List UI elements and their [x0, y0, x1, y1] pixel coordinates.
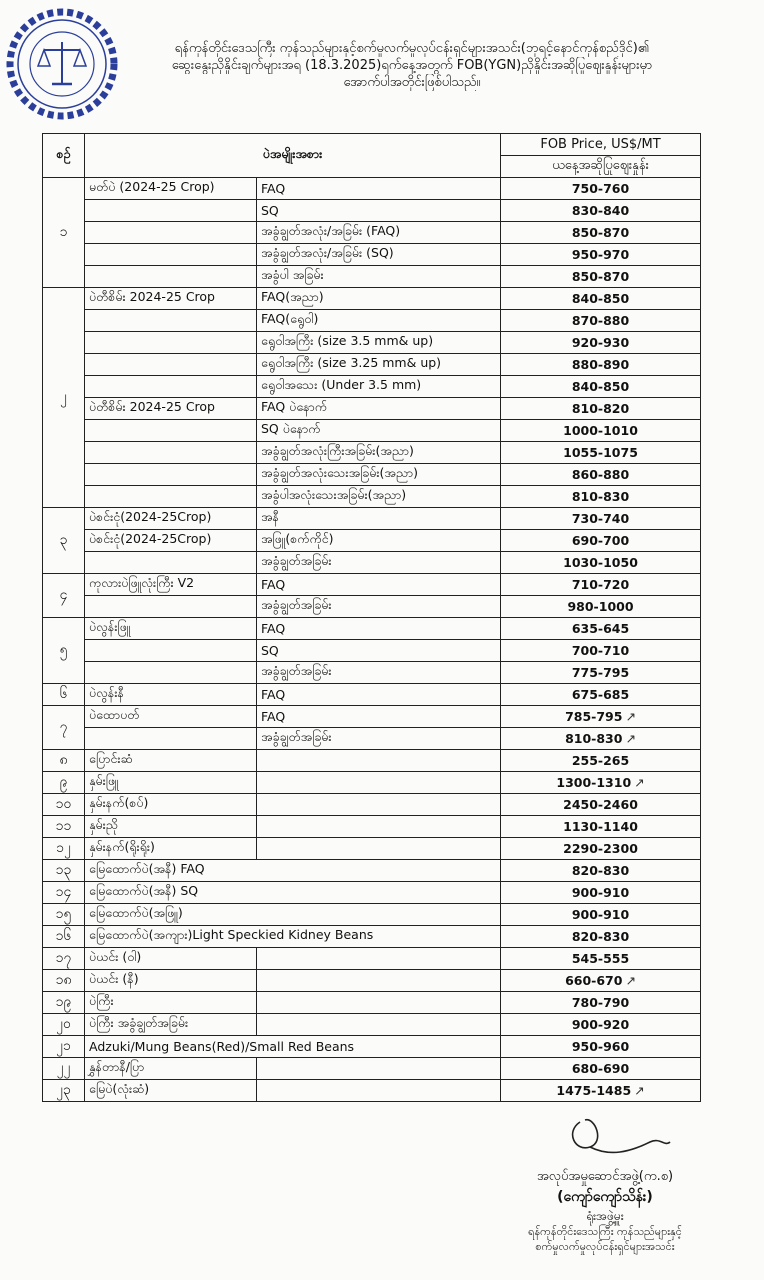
item-price [501, 244, 701, 266]
table-row [43, 552, 701, 574]
table-row [43, 750, 701, 772]
table-row [43, 442, 701, 464]
item-grade: ရွေ၀ါအကြီး (size 3.5 mm& up) [257, 332, 501, 354]
table-row [43, 310, 701, 332]
price-value: 750-760 [571, 181, 630, 196]
item-name [85, 310, 257, 332]
item-name [85, 640, 257, 662]
table-row [43, 860, 701, 882]
table-row [43, 596, 701, 618]
item-grade: FAQ(အညာ) [257, 288, 501, 310]
item-price [501, 574, 701, 596]
item-name [85, 442, 257, 464]
item-grade: FAQ [257, 618, 501, 640]
signatory-role: ရုံးအဖွဲ့မှူး [586, 1209, 624, 1223]
item-price [501, 662, 701, 684]
item-price [501, 288, 701, 310]
table-row [43, 1080, 701, 1102]
item-name: ပဲစင်းငုံ(2024-25Crop) [85, 530, 257, 552]
price-value: 920-930 [571, 335, 630, 350]
price-value: 680-690 [571, 1061, 630, 1076]
item-price [501, 904, 701, 926]
column-header-price: FOB Price, US$/MT [501, 134, 701, 156]
tick-mark-icon: ↗ [625, 709, 636, 724]
table-row [43, 222, 701, 244]
item-name [85, 486, 257, 508]
item-name: နွှန်တာနီ/ပြာ [85, 1058, 257, 1080]
item-grade [257, 750, 501, 772]
signature-block [460, 1168, 750, 1254]
table-row [43, 178, 701, 200]
table-row [43, 970, 701, 992]
item-grade: အခွံချွတ်အခြမ်း [257, 552, 501, 574]
table-row [43, 1058, 701, 1080]
price-value: 255-265 [571, 753, 630, 768]
row-number: ၇ [43, 706, 85, 750]
table-row [43, 618, 701, 640]
item-name: ပြောင်းဆံ [85, 750, 257, 772]
item-price [501, 310, 701, 332]
tick-mark-icon: ↗ [634, 775, 645, 790]
price-value: 840-850 [571, 379, 630, 394]
item-grade [257, 772, 501, 794]
table-row [43, 838, 701, 860]
table-row [43, 464, 701, 486]
item-price [501, 222, 701, 244]
item-price [501, 926, 701, 948]
row-number: ၃ [43, 508, 85, 574]
row-number: ၁ [43, 178, 85, 288]
item-grade [257, 816, 501, 838]
column-header-type: ပဲအမျိုးအစား [85, 134, 501, 178]
item-price [501, 178, 701, 200]
row-number: ၁၂ [43, 838, 85, 860]
item-name: မြေထောက်ပဲ(အနီ) SQ [85, 882, 501, 904]
item-name: ပဲထောပတ် [85, 706, 257, 728]
signatory-org-line-2: စက်မှုလက်မှုလုပ်ငန်းရှင်များအသင်း [535, 1240, 675, 1253]
item-name: ပဲလွန်းဖြူ [85, 618, 257, 640]
item-price [501, 1014, 701, 1036]
item-name: Adzuki/Mung Beans(Red)/Small Red Beans [85, 1036, 501, 1058]
item-name: ပဲယင်း (ဝါ) [85, 948, 257, 970]
item-price [501, 838, 701, 860]
table-row [43, 1036, 701, 1058]
item-grade: FAQ(ရွေ၀ါ) [257, 310, 501, 332]
item-grade: အခွံချွတ်အခြမ်း [257, 596, 501, 618]
row-number: ၁၄ [43, 882, 85, 904]
item-price [501, 860, 701, 882]
item-price [501, 816, 701, 838]
item-name [85, 244, 257, 266]
item-grade [257, 948, 501, 970]
row-number: ၆ [43, 684, 85, 706]
tick-mark-icon: ↗ [625, 973, 636, 988]
item-price [501, 354, 701, 376]
item-name [85, 354, 257, 376]
price-value: 2450-2460 [563, 797, 638, 812]
price-value: 810-830 [565, 731, 623, 746]
item-grade: FAQ [257, 706, 501, 728]
price-value: 635-645 [571, 621, 630, 636]
item-name: မြေထောက်ပဲ(အကျား)Light Speckied Kidney Beans [85, 926, 501, 948]
item-grade: FAQ ပဲနောက် [257, 398, 501, 420]
price-value: 1030-1050 [563, 555, 638, 570]
price-value: 675-685 [571, 687, 630, 702]
tick-mark-icon: ↗ [634, 1083, 645, 1098]
row-number: ၁၁ [43, 816, 85, 838]
item-price [501, 1036, 701, 1058]
price-value: 900-920 [571, 1017, 630, 1032]
item-grade: FAQ [257, 684, 501, 706]
item-name [85, 552, 257, 574]
price-value: 1300-1310 [556, 775, 632, 790]
item-grade [257, 794, 501, 816]
item-price [501, 464, 701, 486]
table-row [43, 816, 701, 838]
document-header [92, 40, 732, 91]
item-name [85, 376, 257, 398]
price-value: 850-870 [571, 269, 630, 284]
row-number: ၂၂ [43, 1058, 85, 1080]
item-name [85, 222, 257, 244]
row-number: ၁၆ [43, 926, 85, 948]
item-name: နှမ်းနက်(စပ်) [85, 794, 257, 816]
row-number: ၈ [43, 750, 85, 772]
table-row [43, 376, 701, 398]
item-grade: အခွံပါအလုံးသေးအခြမ်း(အညာ) [257, 486, 501, 508]
item-name [85, 662, 257, 684]
item-price [501, 376, 701, 398]
row-number: ၁၈ [43, 970, 85, 992]
table-row [43, 684, 701, 706]
table-row [43, 926, 701, 948]
price-value: 980-1000 [567, 599, 634, 614]
table-row [43, 574, 701, 596]
row-number: ၁၉ [43, 992, 85, 1014]
price-value: 830-840 [571, 203, 630, 218]
item-grade: SQ ပဲနောက် [257, 420, 501, 442]
price-value: 820-830 [571, 863, 630, 878]
item-price [501, 200, 701, 222]
item-grade [257, 970, 501, 992]
price-value: 2290-2300 [563, 841, 638, 856]
table-row [43, 662, 701, 684]
item-name: ပဲကြီး [85, 992, 257, 1014]
price-table-body [43, 134, 701, 1102]
item-grade: SQ [257, 200, 501, 222]
row-number: ၁၀ [43, 794, 85, 816]
item-price [501, 684, 701, 706]
signatory-org-line-1: ရန်ကုန်တိုင်းဒေသကြီး ကုန်သည်များနှင့် [528, 1225, 682, 1238]
item-grade: SQ [257, 640, 501, 662]
item-name: ကုလားပဲဖြူလုံးကြီး V2 [85, 574, 257, 596]
item-price [501, 640, 701, 662]
item-grade: ရွေ၀ါအကြီး (size 3.25 mm& up) [257, 354, 501, 376]
table-row [43, 200, 701, 222]
signatory-name: (ကျော်ကျော်သိန်း) [557, 1189, 653, 1205]
price-value: 810-820 [571, 401, 630, 416]
table-row [43, 772, 701, 794]
item-grade: အခွံချွတ်အခြမ်း [257, 728, 501, 750]
item-grade: အခွံချွတ်အလုံးသေးအခြမ်း(အညာ) [257, 464, 501, 486]
row-number: ၂၃ [43, 1080, 85, 1102]
item-name [85, 266, 257, 288]
item-grade: FAQ [257, 178, 501, 200]
price-value: 840-850 [571, 291, 630, 306]
table-row [43, 706, 701, 728]
price-value: 850-870 [571, 225, 630, 240]
item-price [501, 266, 701, 288]
row-number: ၂၀ [43, 1014, 85, 1036]
table-row [43, 332, 701, 354]
item-name: ပဲလွန်းနီ [85, 684, 257, 706]
item-name [85, 200, 257, 222]
item-price [501, 332, 701, 354]
table-row [43, 354, 701, 376]
item-grade: အခွံချွတ်အလုံးကြီးအခြမ်း(အညာ) [257, 442, 501, 464]
price-value: 780-790 [571, 995, 630, 1010]
item-price [501, 948, 701, 970]
table-row [43, 904, 701, 926]
signatory-title: အလုပ်အမှုဆောင်အဖွဲ့(က.စ) [536, 1169, 674, 1184]
price-value: 785-795 [565, 709, 623, 724]
item-price [501, 508, 701, 530]
item-grade [257, 1080, 501, 1102]
row-number: ၄ [43, 574, 85, 618]
table-row [43, 992, 701, 1014]
item-price [501, 530, 701, 552]
table-row [43, 948, 701, 970]
price-value: 950-970 [571, 247, 630, 262]
row-number: ၂ [43, 288, 85, 508]
item-price [501, 970, 701, 992]
item-name: နှမ်းနက်(ရိုးရိုး) [85, 838, 257, 860]
table-row [43, 728, 701, 750]
item-name: မြေပဲ(လုံးဆံ) [85, 1080, 257, 1102]
header-line-2: ဆွေးနွေးညှိနှိုင်းချက်များအရ (18.3.2025)ရက်နေ့အတွက် FOB(YGN)ညှိနှိုင်းအဆိုပြုဈေးနှုန်းများမှာ [171, 58, 653, 73]
column-header-price-sub: ယနေ့အဆိုပြုဈေးနှုန်း [501, 156, 701, 178]
item-name: ပဲတီစိမ်း 2024-25 Crop [85, 398, 257, 420]
item-price [501, 794, 701, 816]
column-header-no: စဉ် [43, 134, 85, 178]
item-grade [257, 992, 501, 1014]
price-value: 870-880 [571, 313, 630, 328]
price-value: 545-555 [571, 951, 630, 966]
table-row [43, 288, 701, 310]
item-price [501, 486, 701, 508]
item-name: ပဲယင်း (နီ) [85, 970, 257, 992]
item-name: နှမ်းဖြူ [85, 772, 257, 794]
price-value: 860-880 [571, 467, 630, 482]
item-price [501, 1058, 701, 1080]
item-grade: အခွံပါ အခြမ်း [257, 266, 501, 288]
item-grade: အနီ [257, 508, 501, 530]
item-grade: FAQ [257, 574, 501, 596]
row-number: ၅ [43, 618, 85, 684]
item-name [85, 332, 257, 354]
item-name [85, 728, 257, 750]
item-name: ပဲကြီး အခွံချွတ်အခြမ်း [85, 1014, 257, 1036]
price-value: 810-830 [571, 489, 630, 504]
item-grade: အခွံချွတ်အခြမ်း [257, 662, 501, 684]
item-price [501, 706, 701, 728]
table-row [43, 882, 701, 904]
price-value: 900-910 [571, 907, 630, 922]
table-row [43, 1014, 701, 1036]
item-name [85, 596, 257, 618]
row-number: ၁၇ [43, 948, 85, 970]
table-row [43, 420, 701, 442]
row-number: ၁၅ [43, 904, 85, 926]
tick-mark-icon: ↗ [625, 731, 636, 746]
item-name [85, 464, 257, 486]
item-price [501, 1080, 701, 1102]
item-grade: ရွေ၀ါအသေး (Under 3.5 mm) [257, 376, 501, 398]
item-grade: အဖြူ(စက်ကိုင်) [257, 530, 501, 552]
price-value: 1055-1075 [563, 445, 638, 460]
table-row [43, 486, 701, 508]
price-value: 1475-1485 [556, 1083, 632, 1098]
table-row [43, 530, 701, 552]
price-table [42, 133, 701, 1102]
price-value: 660-670 [565, 973, 623, 988]
table-row [43, 640, 701, 662]
table-row [43, 244, 701, 266]
item-grade [257, 1014, 501, 1036]
price-value: 950-960 [571, 1039, 630, 1054]
item-price [501, 596, 701, 618]
item-name: နှမ်းညို [85, 816, 257, 838]
item-name [85, 420, 257, 442]
header-line-3: အောက်ပါအတိုင်းဖြစ်ပါသည်။ [343, 75, 481, 90]
table-row [43, 398, 701, 420]
item-price [501, 398, 701, 420]
row-number: ၉ [43, 772, 85, 794]
item-grade: အခွံချွတ်အလုံး/အခြမ်း (FAQ) [257, 222, 501, 244]
header-line-1: ရန်ကုန်တိုင်းဒေသကြီး ကုန်သည်များနှင့်စက်မှုလက်မှုလုပ်ငန်းရှင်များအသင်း(ဘုရင့်နောင်ကုန်စည်ဒိုင်)၏ [174, 41, 650, 56]
item-grade [257, 1058, 501, 1080]
item-price [501, 442, 701, 464]
table-row [43, 508, 701, 530]
row-number: ၂၁ [43, 1036, 85, 1058]
item-name: မြေထောက်ပဲ(အနီ) FAQ [85, 860, 501, 882]
price-value: 730-740 [571, 511, 630, 526]
item-price [501, 552, 701, 574]
item-price [501, 728, 701, 750]
price-value: 900-910 [571, 885, 630, 900]
item-price [501, 772, 701, 794]
item-grade: အခွံချွတ်အလုံး/အခြမ်း (SQ) [257, 244, 501, 266]
row-number: ၁၃ [43, 860, 85, 882]
item-name: ပဲတီစိမ်း 2024-25 Crop [85, 288, 257, 310]
item-price [501, 750, 701, 772]
handwritten-signature [560, 1112, 680, 1167]
price-value: 1000-1010 [563, 423, 638, 438]
item-price [501, 618, 701, 640]
item-price [501, 420, 701, 442]
price-value: 820-830 [571, 929, 630, 944]
price-value: 700-710 [571, 643, 630, 658]
table-header-row [43, 134, 701, 156]
price-value: 1130-1140 [563, 819, 638, 834]
price-value: 690-700 [571, 533, 630, 548]
item-name: မြေထောက်ပဲ(အဖြူ) [85, 904, 501, 926]
table-row [43, 794, 701, 816]
price-value: 775-795 [571, 665, 630, 680]
item-price [501, 992, 701, 1014]
item-grade [257, 838, 501, 860]
item-price [501, 882, 701, 904]
item-name: မတ်ပဲ (2024-25 Crop) [85, 178, 257, 200]
table-row [43, 266, 701, 288]
price-value: 880-890 [571, 357, 630, 372]
item-name: ပဲစင်းငုံ(2024-25Crop) [85, 508, 257, 530]
price-value: 710-720 [571, 577, 630, 592]
